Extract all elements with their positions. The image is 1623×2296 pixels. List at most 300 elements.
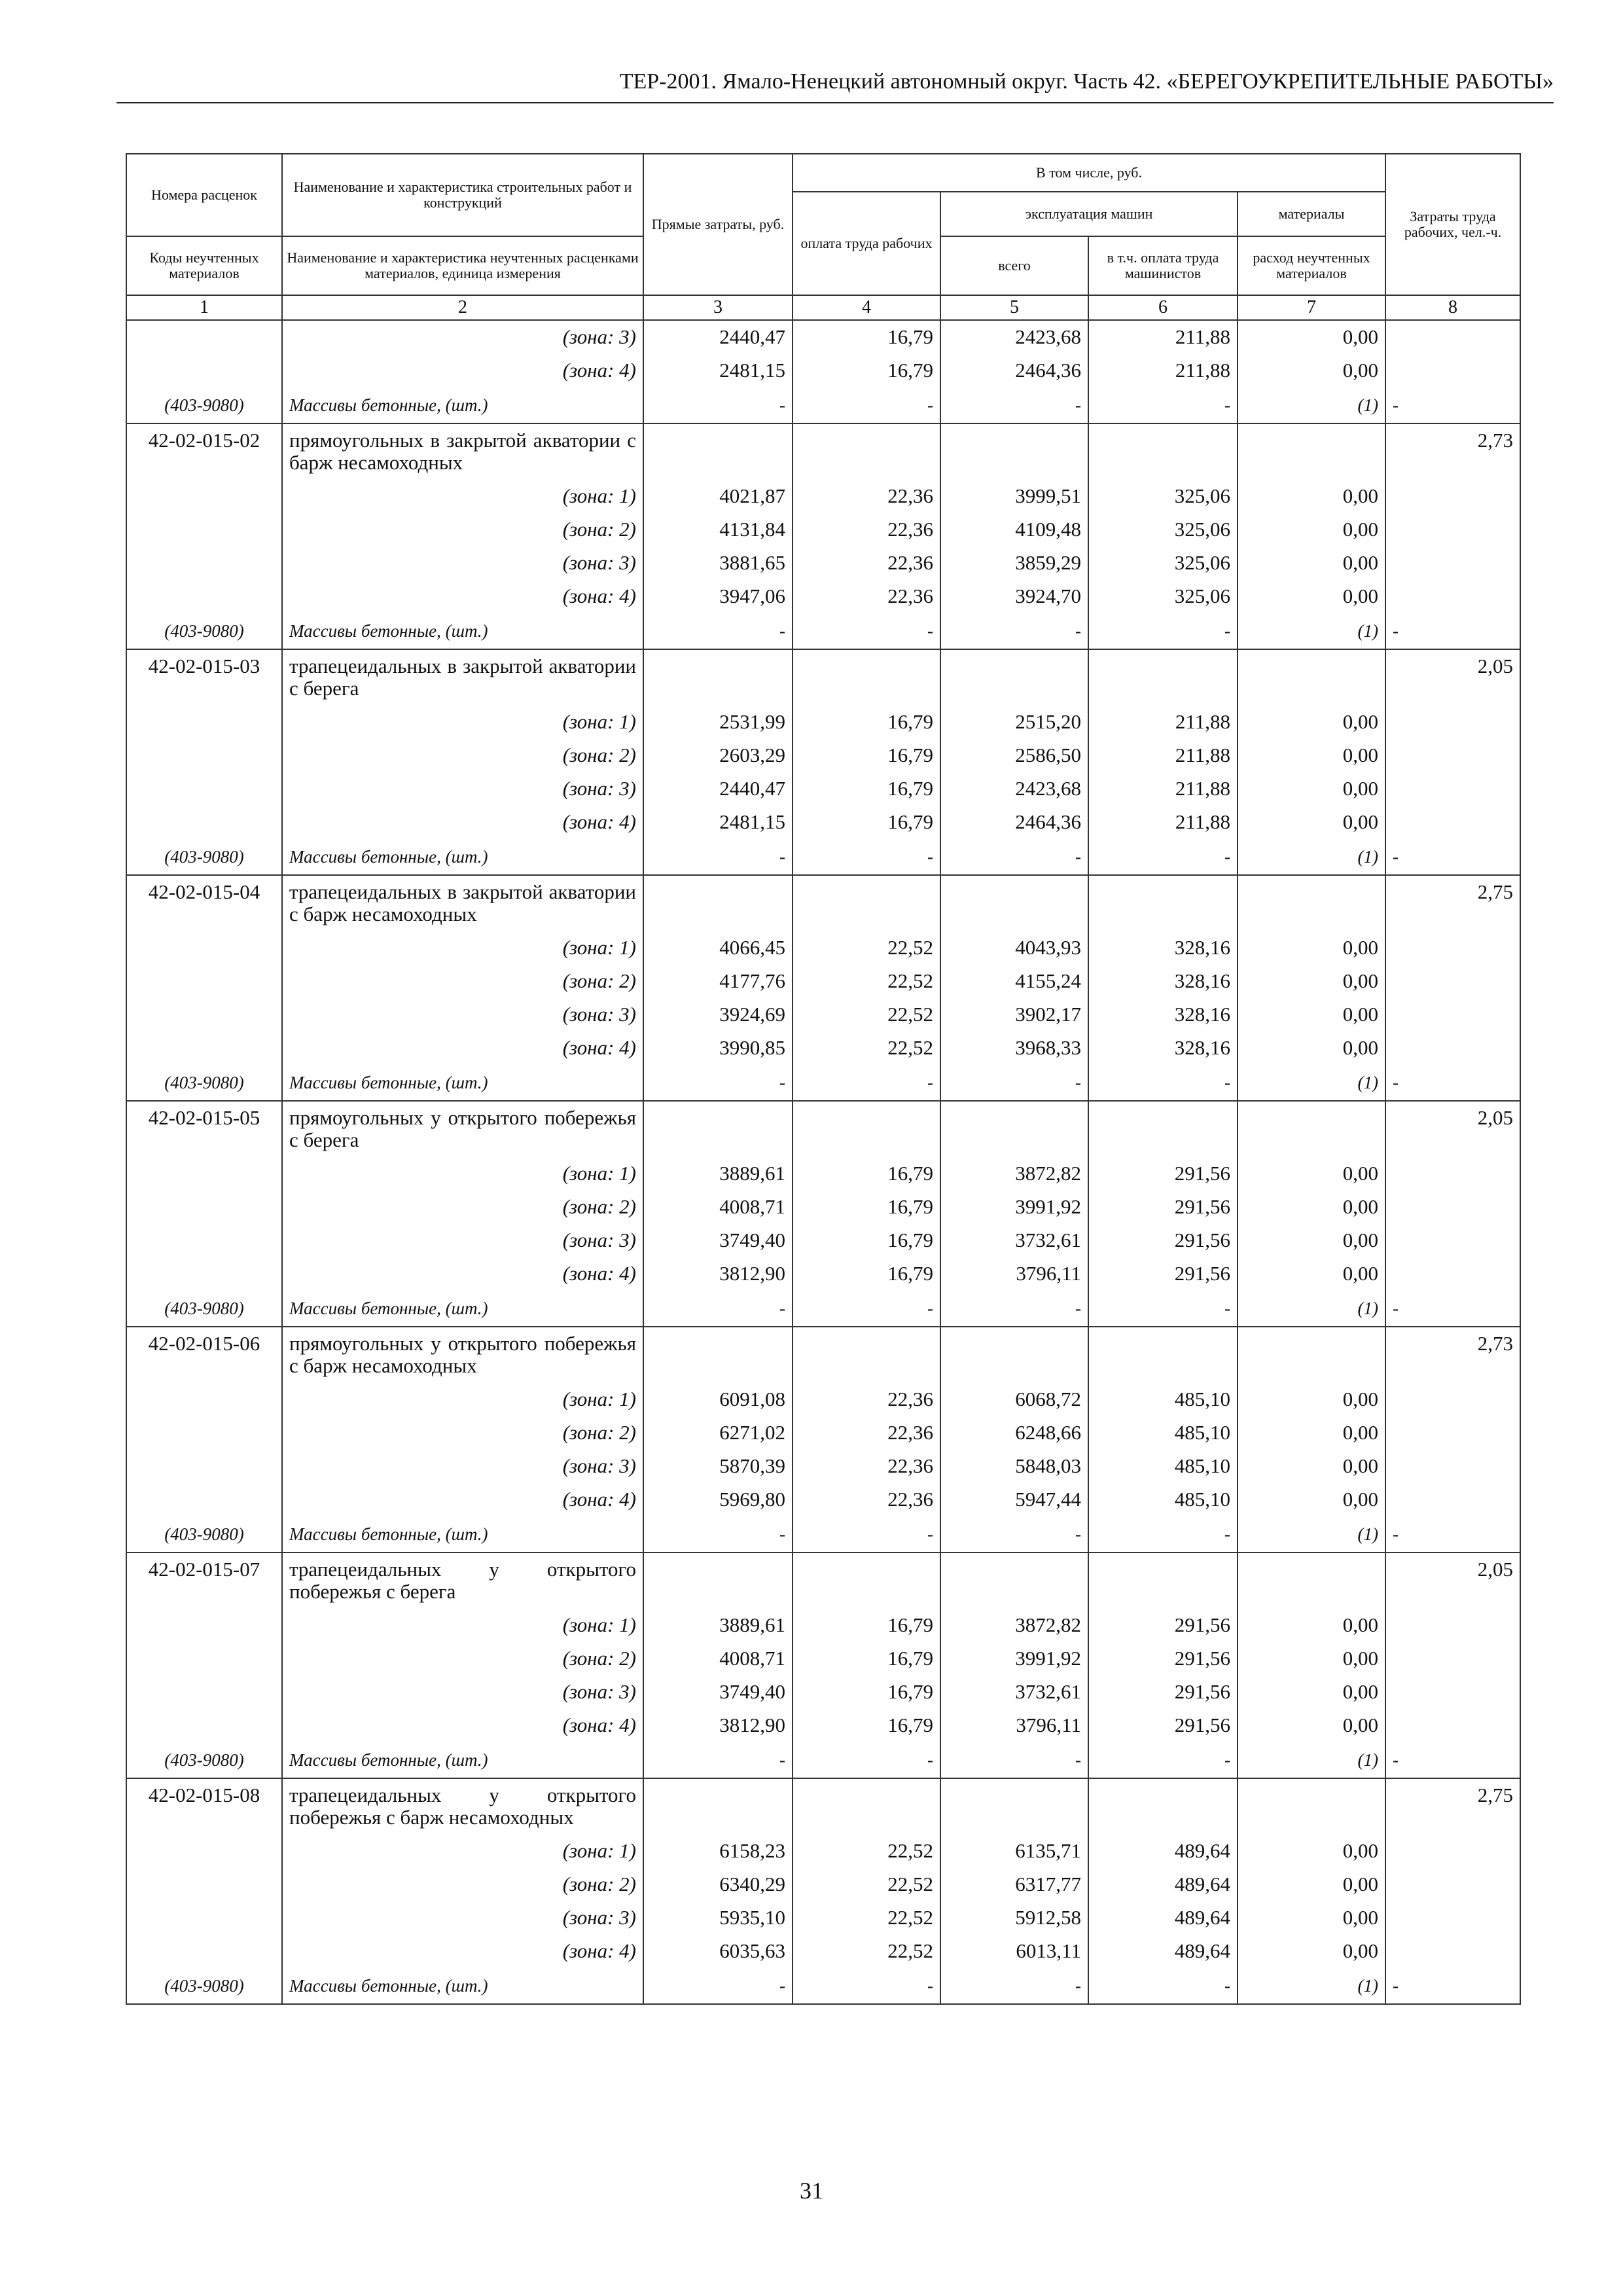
header-col3: Прямые затраты, руб. [643, 154, 793, 295]
materials-cell: 0,00 [1238, 1483, 1385, 1516]
zone-label: (зона: 1) [282, 1835, 643, 1868]
dash-cell: - [793, 839, 940, 875]
materials-cell: 0,00 [1238, 1157, 1385, 1191]
labor-hours-cell: 2,73 [1385, 1327, 1520, 1383]
empty-cell [1385, 1483, 1520, 1516]
labor-hours-cell: 2,75 [1385, 1778, 1520, 1835]
empty-cell [126, 1031, 282, 1065]
empty-cell [940, 1552, 1088, 1609]
dash-cell: - [643, 613, 793, 649]
labor-pay-cell: 16,79 [793, 1157, 940, 1191]
zone-label: (зона: 2) [282, 513, 643, 547]
zone-row [126, 1383, 1520, 1416]
labor-hours-cell: 2,05 [1385, 1101, 1520, 1157]
labor-hours-cell: 2,75 [1385, 875, 1520, 931]
empty-cell [1088, 875, 1238, 931]
direct-cost-cell: 3812,90 [643, 1709, 793, 1742]
dash-cell: - [940, 1516, 1088, 1552]
operators-pay-cell: 291,56 [1088, 1257, 1238, 1291]
operators-pay-cell: 211,88 [1088, 706, 1238, 739]
labor-pay-cell: 16,79 [793, 772, 940, 806]
operators-pay-cell: 211,88 [1088, 806, 1238, 839]
empty-cell [1385, 1157, 1520, 1191]
header-col1-top: Номера расценок [126, 154, 282, 236]
dash-cell: - [793, 387, 940, 423]
operators-pay-cell: 291,56 [1088, 1224, 1238, 1257]
zone-label: (зона: 4) [282, 1483, 643, 1516]
material-name: Массивы бетонные, (шт.) [282, 1065, 643, 1101]
operators-pay-cell: 291,56 [1088, 1709, 1238, 1742]
empty-cell [126, 480, 282, 513]
material-name: Массивы бетонные, (шт.) [282, 839, 643, 875]
material-qty: (1) [1238, 1968, 1385, 2004]
empty-cell [126, 1642, 282, 1676]
dash-cell: - [643, 387, 793, 423]
dash-cell: - [1088, 839, 1238, 875]
empty-cell [126, 1609, 282, 1642]
dash-cell: - [643, 1742, 793, 1778]
dash-cell: - [1385, 1968, 1520, 2004]
zone-label: (зона: 2) [282, 1642, 643, 1676]
table-header [126, 154, 1520, 320]
zone-row [126, 354, 1520, 387]
header-group-machines: эксплуатация машин [940, 192, 1238, 236]
empty-cell [1385, 480, 1520, 513]
zone-row [126, 580, 1520, 613]
empty-cell [643, 423, 793, 480]
empty-cell [126, 1901, 282, 1935]
machines-total-cell: 2464,36 [940, 806, 1088, 839]
column-number: 1 [126, 295, 282, 320]
header-col7: расход неучтенных материалов [1238, 236, 1385, 295]
direct-cost-cell: 2481,15 [643, 354, 793, 387]
material-row [126, 387, 1520, 423]
materials-cell: 0,00 [1238, 1709, 1385, 1742]
rate-title-row [126, 875, 1520, 931]
dash-cell: - [1385, 387, 1520, 423]
zone-label: (зона: 1) [282, 480, 643, 513]
material-code: (403-9080) [126, 387, 282, 423]
column-number: 7 [1238, 295, 1385, 320]
empty-cell [126, 1383, 282, 1416]
dash-cell: - [643, 1065, 793, 1101]
empty-cell [793, 875, 940, 931]
operators-pay-cell: 291,56 [1088, 1676, 1238, 1709]
labor-pay-cell: 22,52 [793, 1835, 940, 1868]
empty-cell [126, 580, 282, 613]
zone-row [126, 1191, 1520, 1224]
operators-pay-cell: 325,06 [1088, 547, 1238, 580]
column-number: 8 [1385, 295, 1520, 320]
zone-row [126, 931, 1520, 965]
labor-pay-cell: 22,36 [793, 580, 940, 613]
material-row [126, 1065, 1520, 1101]
zone-label: (зона: 2) [282, 965, 643, 998]
empty-cell [126, 739, 282, 772]
rate-title-row [126, 1778, 1520, 1835]
empty-cell [940, 1101, 1088, 1157]
machines-total-cell: 2515,20 [940, 706, 1088, 739]
operators-pay-cell: 485,10 [1088, 1416, 1238, 1450]
labor-pay-cell: 16,79 [793, 806, 940, 839]
empty-cell [1385, 1835, 1520, 1868]
labor-pay-cell: 22,52 [793, 1901, 940, 1935]
dash-cell: - [1088, 613, 1238, 649]
operators-pay-cell: 291,56 [1088, 1157, 1238, 1191]
dash-cell: - [1385, 1065, 1520, 1101]
empty-cell [793, 1327, 940, 1383]
rate-description: трапецеидальных у открытого побережья с барж несамоходных [282, 1778, 643, 1835]
materials-cell: 0,00 [1238, 806, 1385, 839]
empty-cell [1088, 1101, 1238, 1157]
empty-cell [126, 320, 282, 354]
rates-table [126, 153, 1521, 2005]
direct-cost-cell: 3924,69 [643, 998, 793, 1031]
material-row [126, 1742, 1520, 1778]
zone-label: (зона: 1) [282, 1383, 643, 1416]
zone-label: (зона: 3) [282, 1901, 643, 1935]
empty-cell [1385, 1450, 1520, 1483]
rate-title-row [126, 649, 1520, 706]
labor-pay-cell: 22,52 [793, 931, 940, 965]
empty-cell [793, 1101, 940, 1157]
direct-cost-cell: 3749,40 [643, 1676, 793, 1709]
zone-row [126, 1157, 1520, 1191]
empty-cell [793, 423, 940, 480]
empty-cell [1385, 931, 1520, 965]
operators-pay-cell: 489,64 [1088, 1868, 1238, 1901]
material-name: Массивы бетонные, (шт.) [282, 387, 643, 423]
empty-cell [1385, 1257, 1520, 1291]
machines-total-cell: 3796,11 [940, 1709, 1088, 1742]
material-row [126, 1291, 1520, 1327]
material-qty: (1) [1238, 387, 1385, 423]
labor-pay-cell: 22,36 [793, 1416, 940, 1450]
material-name: Массивы бетонные, (шт.) [282, 613, 643, 649]
dash-cell: - [940, 839, 1088, 875]
operators-pay-cell: 325,06 [1088, 480, 1238, 513]
labor-hours-cell: 2,05 [1385, 1552, 1520, 1609]
machines-total-cell: 3991,92 [940, 1642, 1088, 1676]
dash-cell: - [793, 613, 940, 649]
materials-cell: 0,00 [1238, 1257, 1385, 1291]
empty-cell [1385, 1609, 1520, 1642]
empty-cell [1385, 1676, 1520, 1709]
dash-cell: - [940, 1065, 1088, 1101]
operators-pay-cell: 325,06 [1088, 513, 1238, 547]
empty-cell [1385, 739, 1520, 772]
empty-cell [1385, 1642, 1520, 1676]
zone-row [126, 1416, 1520, 1450]
empty-cell [1238, 1101, 1385, 1157]
empty-cell [1385, 1224, 1520, 1257]
dash-cell: - [793, 1516, 940, 1552]
direct-cost-cell: 2531,99 [643, 706, 793, 739]
operators-pay-cell: 485,10 [1088, 1383, 1238, 1416]
empty-cell [940, 875, 1088, 931]
machines-total-cell: 3872,82 [940, 1157, 1088, 1191]
material-qty: (1) [1238, 1291, 1385, 1327]
empty-cell [126, 547, 282, 580]
empty-cell [1088, 1552, 1238, 1609]
direct-cost-cell: 3889,61 [643, 1609, 793, 1642]
dash-cell: - [793, 1291, 940, 1327]
direct-cost-cell: 5870,39 [643, 1450, 793, 1483]
machines-total-cell: 6068,72 [940, 1383, 1088, 1416]
zone-label: (зона: 1) [282, 931, 643, 965]
machines-total-cell: 3991,92 [940, 1191, 1088, 1224]
operators-pay-cell: 291,56 [1088, 1609, 1238, 1642]
dash-cell: - [940, 1968, 1088, 2004]
operators-pay-cell: 211,88 [1088, 739, 1238, 772]
empty-cell [126, 1935, 282, 1968]
zone-row [126, 1642, 1520, 1676]
zone-row [126, 1224, 1520, 1257]
operators-pay-cell: 211,88 [1088, 320, 1238, 354]
machines-total-cell: 5947,44 [940, 1483, 1088, 1516]
material-name: Массивы бетонные, (шт.) [282, 1742, 643, 1778]
empty-cell [126, 1483, 282, 1516]
rate-title-row [126, 1101, 1520, 1157]
labor-pay-cell: 16,79 [793, 1642, 940, 1676]
dash-cell: - [643, 1291, 793, 1327]
empty-cell [1385, 1901, 1520, 1935]
rate-description: прямоугольных у открытого побережья с барж несамоходных [282, 1327, 643, 1383]
direct-cost-cell: 3749,40 [643, 1224, 793, 1257]
labor-hours-cell: 2,05 [1385, 649, 1520, 706]
empty-cell [126, 706, 282, 739]
materials-cell: 0,00 [1238, 1416, 1385, 1450]
zone-row [126, 480, 1520, 513]
zone-label: (зона: 3) [282, 320, 643, 354]
zone-row [126, 1935, 1520, 1968]
empty-cell [126, 806, 282, 839]
empty-cell [126, 1450, 282, 1483]
labor-pay-cell: 16,79 [793, 706, 940, 739]
zone-row [126, 772, 1520, 806]
machines-total-cell: 3999,51 [940, 480, 1088, 513]
header-col2-bottom: Наименование и характеристика неучтенных расценками материалов, единица измерения [282, 236, 643, 295]
direct-cost-cell: 3812,90 [643, 1257, 793, 1291]
zone-row [126, 706, 1520, 739]
dash-cell: - [643, 1516, 793, 1552]
materials-cell: 0,00 [1238, 931, 1385, 965]
dash-cell: - [1385, 839, 1520, 875]
column-number: 6 [1088, 295, 1238, 320]
zone-row [126, 1483, 1520, 1516]
direct-cost-cell: 3889,61 [643, 1157, 793, 1191]
empty-cell [1238, 1552, 1385, 1609]
operators-pay-cell: 489,64 [1088, 1901, 1238, 1935]
empty-cell [793, 649, 940, 706]
operators-pay-cell: 291,56 [1088, 1642, 1238, 1676]
machines-total-cell: 2464,36 [940, 354, 1088, 387]
empty-cell [126, 1157, 282, 1191]
empty-cell [940, 649, 1088, 706]
empty-cell [643, 1101, 793, 1157]
labor-pay-cell: 16,79 [793, 1609, 940, 1642]
zone-label: (зона: 1) [282, 706, 643, 739]
machines-total-cell: 6013,11 [940, 1935, 1088, 1968]
empty-cell [940, 1778, 1088, 1835]
empty-cell [126, 772, 282, 806]
empty-cell [1385, 1709, 1520, 1742]
empty-cell [1385, 513, 1520, 547]
labor-pay-cell: 22,36 [793, 547, 940, 580]
dash-cell: - [793, 1968, 940, 2004]
materials-cell: 0,00 [1238, 354, 1385, 387]
zone-label: (зона: 3) [282, 1450, 643, 1483]
empty-cell [1385, 1868, 1520, 1901]
operators-pay-cell: 211,88 [1088, 354, 1238, 387]
direct-cost-cell: 4066,45 [643, 931, 793, 965]
material-code: (403-9080) [126, 1742, 282, 1778]
running-header: ТЕР-2001. Ямало-Ненецкий автономный округ. Часть 42. «БЕРЕГОУКРЕПИТЕЛЬНЫЕ РАБОТЫ» [116, 68, 1554, 103]
machines-total-cell: 3902,17 [940, 998, 1088, 1031]
machines-total-cell: 6248,66 [940, 1416, 1088, 1450]
empty-cell [126, 931, 282, 965]
zone-label: (зона: 3) [282, 1224, 643, 1257]
rate-code: 42-02-015-02 [126, 423, 282, 480]
dash-cell: - [1088, 1742, 1238, 1778]
zone-row [126, 806, 1520, 839]
materials-cell: 0,00 [1238, 1676, 1385, 1709]
empty-cell [1088, 1327, 1238, 1383]
machines-total-cell: 5848,03 [940, 1450, 1088, 1483]
empty-cell [643, 1778, 793, 1835]
machines-total-cell: 4109,48 [940, 513, 1088, 547]
material-row [126, 1516, 1520, 1552]
material-code: (403-9080) [126, 1291, 282, 1327]
empty-cell [126, 1224, 282, 1257]
machines-total-cell: 3796,11 [940, 1257, 1088, 1291]
materials-cell: 0,00 [1238, 1191, 1385, 1224]
labor-pay-cell: 22,36 [793, 1483, 940, 1516]
empty-cell [1385, 772, 1520, 806]
zone-label: (зона: 3) [282, 1676, 643, 1709]
zone-row [126, 1709, 1520, 1742]
header-col8: Затраты труда рабочих, чел.-ч. [1385, 154, 1520, 295]
empty-cell [643, 875, 793, 931]
direct-cost-cell: 6158,23 [643, 1835, 793, 1868]
empty-cell [126, 1416, 282, 1450]
materials-cell: 0,00 [1238, 965, 1385, 998]
rate-code: 42-02-015-07 [126, 1552, 282, 1609]
table-body [126, 320, 1520, 2004]
operators-pay-cell: 328,16 [1088, 965, 1238, 998]
direct-cost-cell: 4131,84 [643, 513, 793, 547]
zone-row [126, 1031, 1520, 1065]
machines-total-cell: 3924,70 [940, 580, 1088, 613]
empty-cell [1238, 1327, 1385, 1383]
direct-cost-cell: 2440,47 [643, 772, 793, 806]
dash-cell: - [1088, 1516, 1238, 1552]
empty-cell [126, 1676, 282, 1709]
empty-cell [793, 1778, 940, 1835]
direct-cost-cell: 2603,29 [643, 739, 793, 772]
materials-cell: 0,00 [1238, 1868, 1385, 1901]
labor-pay-cell: 16,79 [793, 1224, 940, 1257]
rate-title-row [126, 1327, 1520, 1383]
zone-row [126, 1868, 1520, 1901]
zone-label: (зона: 2) [282, 739, 643, 772]
zone-label: (зона: 4) [282, 580, 643, 613]
direct-cost-cell: 3947,06 [643, 580, 793, 613]
dash-cell: - [643, 839, 793, 875]
empty-cell [1088, 423, 1238, 480]
dash-cell: - [940, 613, 1088, 649]
machines-total-cell: 4155,24 [940, 965, 1088, 998]
machines-total-cell: 4043,93 [940, 931, 1088, 965]
rate-code: 42-02-015-06 [126, 1327, 282, 1383]
header-col4: оплата труда рабочих [793, 192, 940, 295]
direct-cost-cell: 3881,65 [643, 547, 793, 580]
zone-row [126, 320, 1520, 354]
rate-code: 42-02-015-08 [126, 1778, 282, 1835]
dash-cell: - [1088, 1291, 1238, 1327]
zone-row [126, 739, 1520, 772]
machines-total-cell: 3872,82 [940, 1609, 1088, 1642]
materials-cell: 0,00 [1238, 1609, 1385, 1642]
rate-description: прямоугольных у открытого побережья с берега [282, 1101, 643, 1157]
header-col2-top: Наименование и характеристика строительных работ и конструкций [282, 154, 643, 236]
empty-cell [126, 354, 282, 387]
rate-description: прямоугольных в закрытой акватории с барж несамоходных [282, 423, 643, 480]
labor-pay-cell: 16,79 [793, 1676, 940, 1709]
zone-label: (зона: 3) [282, 998, 643, 1031]
header-col5: всего [940, 236, 1088, 295]
empty-cell [643, 1552, 793, 1609]
zone-row [126, 998, 1520, 1031]
materials-cell: 0,00 [1238, 580, 1385, 613]
empty-cell [126, 1835, 282, 1868]
material-qty: (1) [1238, 1065, 1385, 1101]
rate-code: 42-02-015-03 [126, 649, 282, 706]
empty-cell [1385, 706, 1520, 739]
dash-cell: - [793, 1742, 940, 1778]
material-code: (403-9080) [126, 839, 282, 875]
labor-pay-cell: 22,52 [793, 1031, 940, 1065]
operators-pay-cell: 489,64 [1088, 1835, 1238, 1868]
dash-cell: - [940, 1742, 1088, 1778]
direct-cost-cell: 4177,76 [643, 965, 793, 998]
empty-cell [1385, 965, 1520, 998]
zone-label: (зона: 1) [282, 1609, 643, 1642]
machines-total-cell: 2423,68 [940, 320, 1088, 354]
column-number-row [126, 295, 1520, 320]
operators-pay-cell: 485,10 [1088, 1483, 1238, 1516]
materials-cell: 0,00 [1238, 513, 1385, 547]
zone-label: (зона: 2) [282, 1416, 643, 1450]
operators-pay-cell: 291,56 [1088, 1191, 1238, 1224]
header-col1-bottom: Коды неучтенных материалов [126, 236, 282, 295]
direct-cost-cell: 5935,10 [643, 1901, 793, 1935]
materials-cell: 0,00 [1238, 1224, 1385, 1257]
dash-cell: - [1385, 1516, 1520, 1552]
zone-row [126, 1450, 1520, 1483]
dash-cell: - [1385, 1742, 1520, 1778]
zone-row [126, 513, 1520, 547]
material-code: (403-9080) [126, 613, 282, 649]
empty-cell [1385, 1416, 1520, 1450]
empty-cell [126, 998, 282, 1031]
operators-pay-cell: 328,16 [1088, 998, 1238, 1031]
rate-code: 42-02-015-04 [126, 875, 282, 931]
machines-total-cell: 6135,71 [940, 1835, 1088, 1868]
direct-cost-cell: 2481,15 [643, 806, 793, 839]
materials-cell: 0,00 [1238, 772, 1385, 806]
material-code: (403-9080) [126, 1968, 282, 2004]
